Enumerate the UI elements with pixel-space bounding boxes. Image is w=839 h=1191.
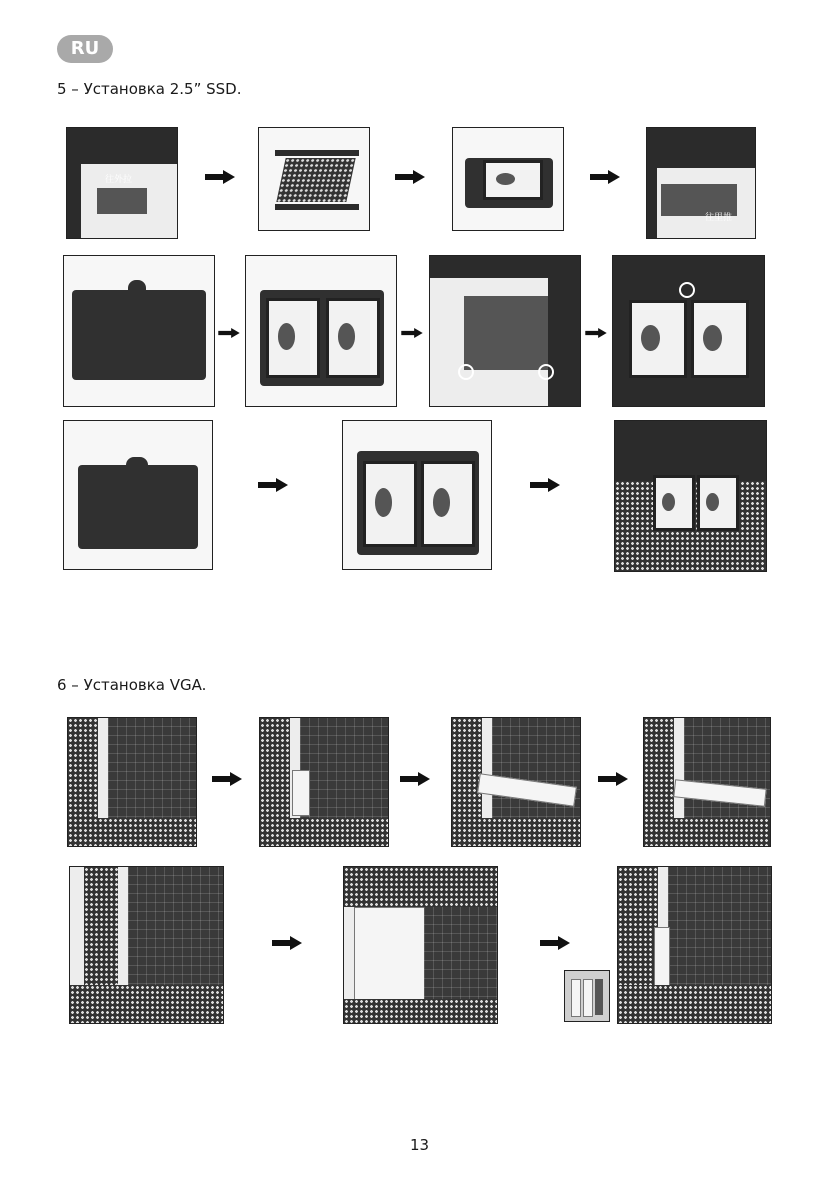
ssd-step-1-photo bbox=[66, 127, 178, 239]
arrow-icon bbox=[585, 328, 607, 338]
ssd-bracket-photo bbox=[63, 255, 215, 407]
arrow-icon bbox=[590, 170, 620, 184]
arrow-icon bbox=[212, 772, 242, 786]
arrow-icon bbox=[401, 328, 423, 338]
ssd-alt-loaded-photo bbox=[342, 420, 492, 570]
ssd-alt-bracket-photo bbox=[63, 420, 213, 570]
arrow-icon bbox=[598, 772, 628, 786]
ssd-alt-mounted-photo bbox=[614, 420, 767, 572]
section-title-vga: 6 – Установка VGA. bbox=[57, 676, 207, 694]
page-number: 13 bbox=[409, 1136, 430, 1154]
language-badge: RU bbox=[57, 35, 113, 63]
ssd-step-3-photo bbox=[452, 127, 564, 231]
vga-step-4-photo bbox=[643, 717, 771, 847]
vga-step-2-photo bbox=[259, 717, 389, 847]
callout-pull-out: 往外拉 bbox=[105, 175, 133, 185]
arrow-icon bbox=[205, 170, 235, 184]
vga-alt-step-1-photo bbox=[69, 866, 224, 1024]
vga-step-3-photo bbox=[451, 717, 581, 847]
arrow-icon bbox=[272, 936, 302, 950]
callout-push-in: 往里推 bbox=[705, 213, 733, 223]
arrow-icon bbox=[540, 936, 570, 950]
vga-alt-step-2-photo bbox=[343, 866, 498, 1024]
vga-bracket-detail-photo bbox=[564, 970, 610, 1022]
arrow-icon bbox=[400, 772, 430, 786]
arrow-icon bbox=[258, 478, 288, 492]
ssd-mount-position-photo bbox=[429, 255, 581, 407]
vga-step-1-photo bbox=[67, 717, 197, 847]
ssd-mounted-photo bbox=[612, 255, 765, 407]
arrow-icon bbox=[530, 478, 560, 492]
ssd-step-4-photo bbox=[646, 127, 756, 239]
arrow-icon bbox=[218, 328, 240, 338]
ssd-step-2-photo bbox=[258, 127, 370, 231]
section-title-ssd: 5 – Установка 2.5” SSD. bbox=[57, 80, 242, 98]
arrow-icon bbox=[395, 170, 425, 184]
vga-alt-step-3-photo bbox=[617, 866, 772, 1024]
ssd-bracket-loaded-photo bbox=[245, 255, 397, 407]
